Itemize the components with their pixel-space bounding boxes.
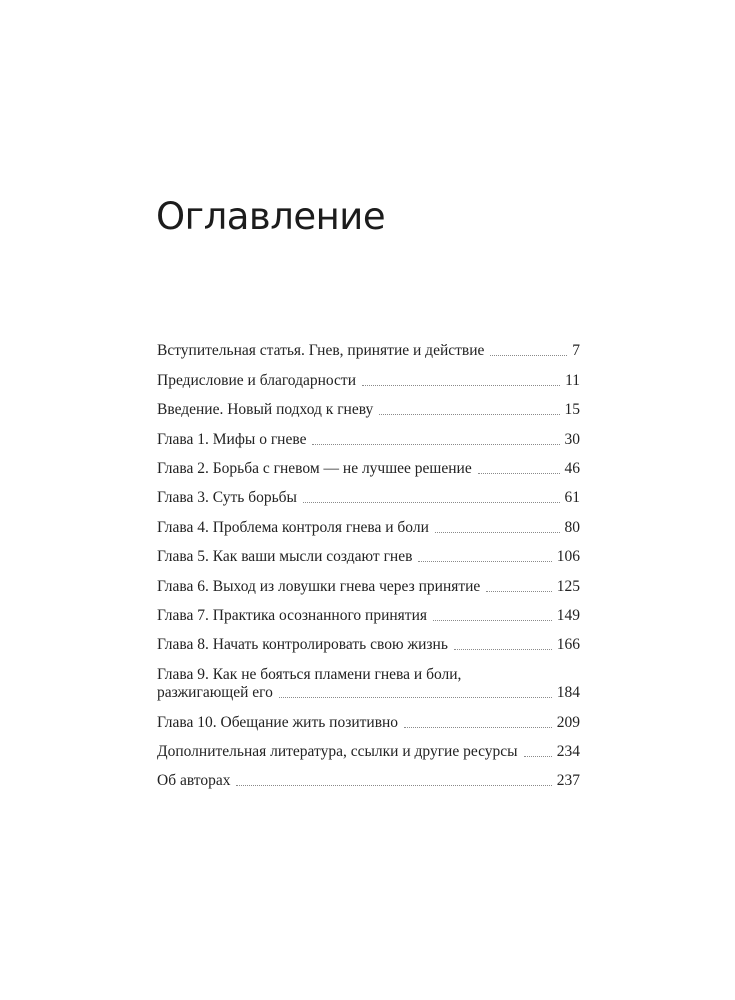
dot-leader [435, 532, 560, 533]
toc-entry[interactable] [157, 390, 580, 419]
dot-leader [433, 620, 552, 621]
toc-entry-page: 184 [556, 684, 580, 702]
toc-entry-label: Введение. Новый подход к гневу [157, 401, 374, 419]
toc-entry-label: Вступительная статья. Гнев, принятие и действие [157, 342, 485, 360]
toc-entry[interactable] [157, 702, 580, 731]
toc-entry[interactable] [157, 537, 580, 566]
toc-entry-page: 149 [556, 606, 580, 624]
dot-leader [478, 473, 560, 474]
toc-entry-label: Об авторах [157, 772, 231, 790]
toc-entry-page: 46 [564, 459, 580, 477]
toc-entry-page: 80 [564, 518, 580, 536]
toc-entry-page: 106 [556, 548, 580, 566]
toc-entry-page: 125 [556, 577, 580, 595]
toc-entry[interactable] [157, 331, 580, 360]
table-of-contents [157, 331, 580, 790]
toc-entry-label: Предисловие и благодарности [157, 371, 356, 389]
toc-entry[interactable] [157, 732, 580, 761]
toc-entry-label: Глава 8. Начать контролировать свою жизнь [157, 636, 448, 654]
dot-leader [486, 591, 551, 592]
toc-entry[interactable] [157, 419, 580, 448]
dot-leader [418, 561, 551, 562]
toc-entry-page: 237 [556, 772, 580, 790]
toc-entry-page: 7 [572, 342, 580, 360]
toc-entry[interactable] [157, 449, 580, 478]
toc-entry[interactable] [157, 596, 580, 625]
dot-leader [279, 697, 552, 698]
dot-leader [524, 756, 552, 757]
toc-entry-page: 166 [556, 636, 580, 654]
toc-entry-label: Глава 6. Выход из ловушки гнева через принятие [157, 577, 481, 595]
toc-entry[interactable] [157, 761, 580, 790]
toc-entry-label: Глава 5. Как ваши мысли создают гнев [157, 548, 413, 566]
toc-entry-page: 61 [564, 489, 580, 507]
dot-leader [312, 444, 559, 445]
dot-leader [454, 649, 552, 650]
toc-entry-page: 11 [565, 371, 580, 389]
toc-entry-label: Глава 2. Борьба с гневом — не лучшее решение [157, 459, 472, 477]
toc-entry-label: Глава 1. Мифы о гневе [157, 430, 307, 448]
dot-leader [490, 355, 567, 356]
toc-entry-page: 234 [556, 743, 580, 761]
toc-entry-label: Глава 7. Практика осознанного принятия [157, 606, 428, 624]
toc-entry[interactable] [157, 654, 580, 702]
page-title: Оглавление [156, 195, 386, 238]
toc-entry-continuation [157, 684, 580, 702]
dot-leader [236, 785, 551, 786]
toc-entry[interactable] [157, 566, 580, 595]
toc-entry-label: Глава 4. Проблема контроля гнева и боли [157, 518, 429, 536]
toc-entry-label: Дополнительная литература, ссылки и другие ресурсы [157, 743, 518, 761]
toc-entry-page: 15 [564, 401, 580, 419]
toc-entry-label: Глава 3. Суть борьбы [157, 489, 297, 507]
dot-leader [303, 502, 560, 503]
toc-entry[interactable] [157, 507, 580, 536]
toc-entry-label: Глава 10. Обещание жить позитивно [157, 713, 399, 731]
dot-leader [362, 385, 560, 386]
toc-entry[interactable] [157, 625, 580, 654]
toc-entry-label-continued: разжигающей его [157, 684, 273, 702]
toc-entry-page: 30 [564, 430, 580, 448]
dot-leader [404, 727, 552, 728]
toc-entry-label: Глава 9. Как не бояться пламени гнева и боли, [157, 666, 462, 684]
toc-entry-page: 209 [556, 713, 580, 731]
dot-leader [379, 414, 559, 415]
toc-entry[interactable] [157, 478, 580, 507]
toc-entry[interactable] [157, 360, 580, 389]
